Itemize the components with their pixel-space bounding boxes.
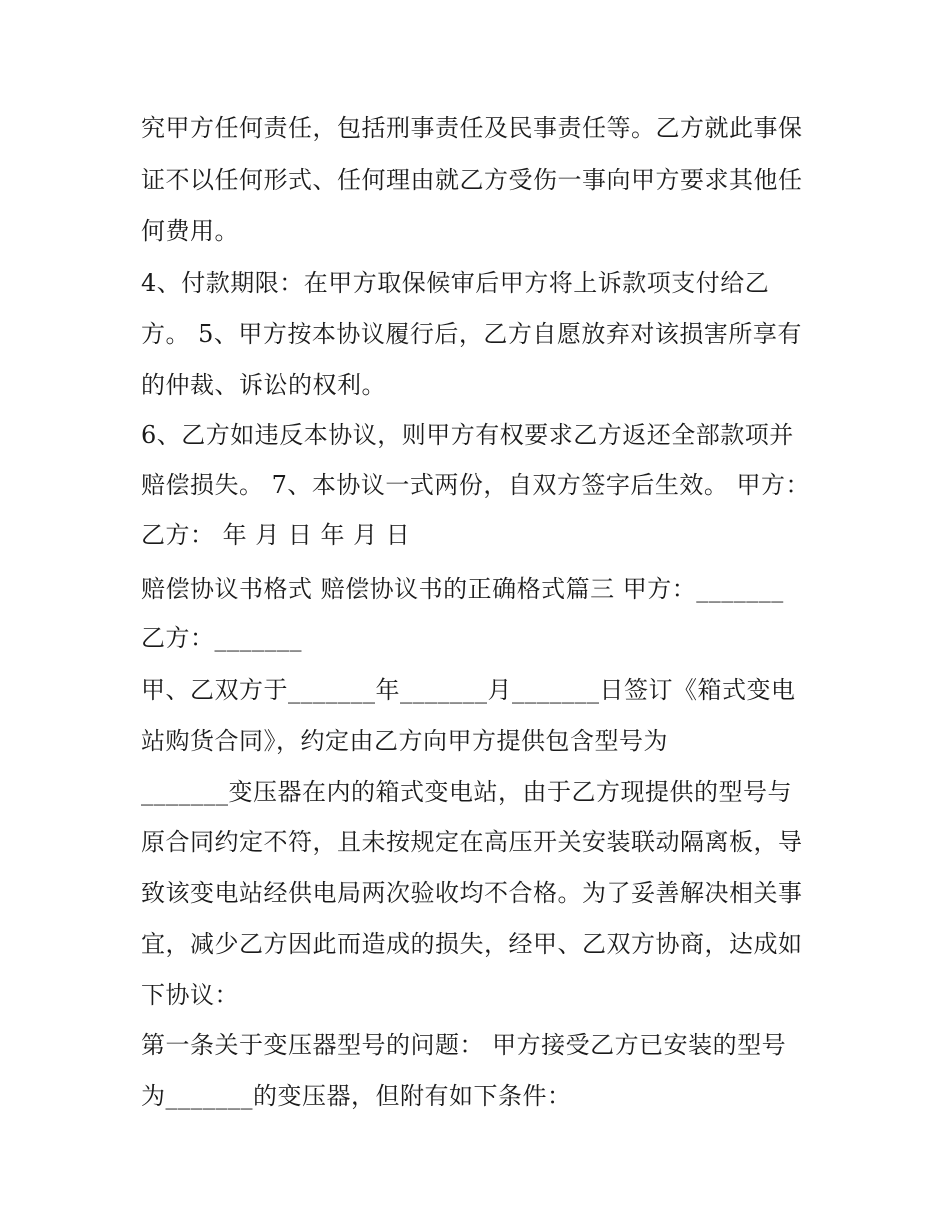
text-line: _______变压器在内的箱式变电站，由于乙方现提供的型号与 [141,778,792,806]
text-line: 甲、乙双方于_______年_______月_______日签订《箱式变电 [141,676,796,704]
text-line: 6、乙方如违反本协议，则甲方有权要求乙方返还全部款项并 [141,421,794,449]
text-line: 何费用。 [141,217,239,245]
text-line: 4、付款期限：在甲方取保候审后甲方将上诉款项支付给乙 [141,269,770,297]
text-line: 致该变电站经供电局两次验收均不合格。为了妥善解决相关事 [141,879,803,907]
text-line: 乙方： 年 月 日 年 月 日 [141,521,411,549]
text-line: 第一条关于变压器型号的问题： 甲方接受乙方已安装的型号 [141,1031,787,1059]
text-line: 下协议： [141,981,239,1009]
text-line: 究甲方任何责任，包括刑事责任及民事责任等。乙方就此事保 [141,114,803,142]
text-line: 宜，减少乙方因此而造成的损失，经甲、乙双方协商，达成如 [141,930,803,958]
text-line: 赔偿协议书格式 赔偿协议书的正确格式篇三 甲方：_______ [141,575,784,603]
text-line: 原合同约定不符，且未按规定在高压开关安装联动隔离板，导 [141,828,803,856]
text-line: 赔偿损失。 7、本协议一式两份，自双方签字后生效。 甲方： [141,471,811,499]
text-line: 方。 5、甲方按本协议履行后，乙方自愿放弃对该损害所享有 [141,320,802,348]
text-line: 为_______的变压器，但附有如下条件： [141,1082,572,1110]
text-line: 证不以任何形式、任何理由就乙方受伤一事向甲方要求其他任 [141,166,803,194]
text-line: 的仲裁、诉讼的权利。 [141,371,386,399]
text-line: 站购货合同》，约定由乙方向甲方提供包含型号为 [141,727,668,755]
text-line: 乙方：_______ [141,624,302,652]
